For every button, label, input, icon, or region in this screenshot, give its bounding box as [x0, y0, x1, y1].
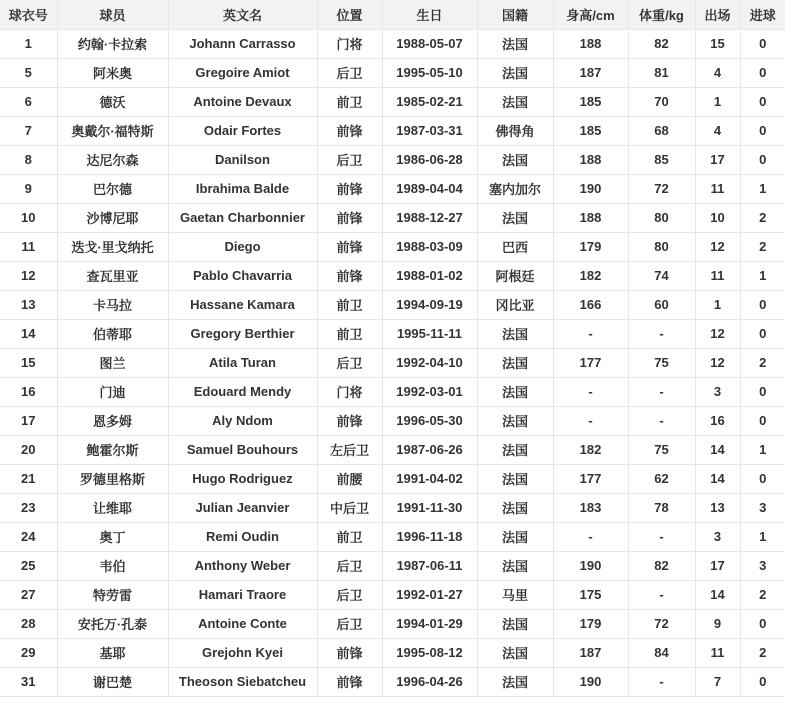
- cell-appearances: 14: [695, 435, 740, 464]
- cell-appearances: 1: [695, 290, 740, 319]
- col-header-weight: 体重/kg: [628, 0, 695, 29]
- cell-position: 后卫: [317, 580, 382, 609]
- cell-weight: 68: [628, 116, 695, 145]
- cell-weight: 82: [628, 29, 695, 58]
- cell-birthday: 1996-11-18: [382, 522, 477, 551]
- cell-goals: 0: [740, 58, 785, 87]
- cell-goals: 0: [740, 464, 785, 493]
- cell-goals: 0: [740, 116, 785, 145]
- cell-weight: -: [628, 377, 695, 406]
- cell-goals: 0: [740, 145, 785, 174]
- col-header-position: 位置: [317, 0, 382, 29]
- table-row: [0, 319, 785, 348]
- col-header-appearances: 出场: [695, 0, 740, 29]
- cell-player-name-en: Grejohn Kyei: [168, 638, 317, 667]
- cell-appearances: 3: [695, 377, 740, 406]
- cell-birthday: 1995-05-10: [382, 58, 477, 87]
- cell-weight: 75: [628, 435, 695, 464]
- cell-appearances: 1: [695, 87, 740, 116]
- cell-jersey-number: 16: [0, 377, 57, 406]
- cell-goals: 0: [740, 87, 785, 116]
- cell-player-name-cn: 让维耶: [57, 493, 168, 522]
- cell-weight: -: [628, 319, 695, 348]
- cell-height: 190: [553, 174, 628, 203]
- cell-player-name-en: Danilson: [168, 145, 317, 174]
- cell-jersey-number: 10: [0, 203, 57, 232]
- cell-nationality: 巴西: [477, 232, 553, 261]
- cell-goals: 1: [740, 435, 785, 464]
- cell-jersey-number: 8: [0, 145, 57, 174]
- cell-position: 前锋: [317, 406, 382, 435]
- cell-appearances: 12: [695, 232, 740, 261]
- table-row: [0, 348, 785, 377]
- cell-weight: 78: [628, 493, 695, 522]
- cell-position: 后卫: [317, 551, 382, 580]
- cell-nationality: 马里: [477, 580, 553, 609]
- table-row: [0, 464, 785, 493]
- cell-player-name-en: Gregory Berthier: [168, 319, 317, 348]
- table-row: [0, 580, 785, 609]
- cell-player-name-en: Anthony Weber: [168, 551, 317, 580]
- cell-appearances: 7: [695, 667, 740, 696]
- cell-goals: 3: [740, 551, 785, 580]
- cell-appearances: 11: [695, 174, 740, 203]
- cell-player-name-en: Atila Turan: [168, 348, 317, 377]
- cell-weight: 60: [628, 290, 695, 319]
- cell-position: 前卫: [317, 522, 382, 551]
- table-header-row: [0, 0, 785, 29]
- cell-jersey-number: 5: [0, 58, 57, 87]
- cell-appearances: 14: [695, 464, 740, 493]
- cell-height: 179: [553, 609, 628, 638]
- cell-birthday: 1987-06-11: [382, 551, 477, 580]
- cell-position: 左后卫: [317, 435, 382, 464]
- cell-weight: -: [628, 667, 695, 696]
- cell-player-name-en: Diego: [168, 232, 317, 261]
- cell-goals: 0: [740, 609, 785, 638]
- col-header-player-name-cn: 球员: [57, 0, 168, 29]
- cell-goals: 1: [740, 261, 785, 290]
- cell-appearances: 11: [695, 638, 740, 667]
- cell-appearances: 10: [695, 203, 740, 232]
- cell-birthday: 1992-04-10: [382, 348, 477, 377]
- cell-jersey-number: 12: [0, 261, 57, 290]
- cell-player-name-cn: 基耶: [57, 638, 168, 667]
- cell-player-name-cn: 约翰·卡拉索: [57, 29, 168, 58]
- cell-height: 190: [553, 551, 628, 580]
- cell-position: 中后卫: [317, 493, 382, 522]
- cell-player-name-en: Samuel Bouhours: [168, 435, 317, 464]
- cell-birthday: 1986-06-28: [382, 145, 477, 174]
- cell-appearances: 12: [695, 319, 740, 348]
- cell-goals: 2: [740, 348, 785, 377]
- cell-player-name-cn: 阿米奥: [57, 58, 168, 87]
- cell-player-name-cn: 安托万·孔泰: [57, 609, 168, 638]
- table-row: [0, 609, 785, 638]
- cell-goals: 2: [740, 232, 785, 261]
- cell-player-name-cn: 德沃: [57, 87, 168, 116]
- table-row: [0, 406, 785, 435]
- cell-goals: 1: [740, 522, 785, 551]
- cell-height: 183: [553, 493, 628, 522]
- cell-birthday: 1992-01-27: [382, 580, 477, 609]
- cell-height: 188: [553, 145, 628, 174]
- cell-height: 187: [553, 638, 628, 667]
- table-row: [0, 551, 785, 580]
- cell-appearances: 15: [695, 29, 740, 58]
- cell-player-name-cn: 罗德里格斯: [57, 464, 168, 493]
- cell-position: 前卫: [317, 87, 382, 116]
- cell-player-name-en: Remi Oudin: [168, 522, 317, 551]
- cell-nationality: 法国: [477, 551, 553, 580]
- cell-weight: 70: [628, 87, 695, 116]
- col-header-nationality: 国籍: [477, 0, 553, 29]
- cell-weight: -: [628, 580, 695, 609]
- cell-weight: 80: [628, 232, 695, 261]
- cell-jersey-number: 14: [0, 319, 57, 348]
- cell-position: 前锋: [317, 232, 382, 261]
- cell-appearances: 17: [695, 551, 740, 580]
- col-header-jersey-number: 球衣号: [0, 0, 57, 29]
- cell-jersey-number: 23: [0, 493, 57, 522]
- cell-player-name-en: Hassane Kamara: [168, 290, 317, 319]
- cell-player-name-en: Gregoire Amiot: [168, 58, 317, 87]
- cell-position: 前锋: [317, 261, 382, 290]
- cell-height: 185: [553, 116, 628, 145]
- cell-player-name-en: Edouard Mendy: [168, 377, 317, 406]
- cell-birthday: 1988-05-07: [382, 29, 477, 58]
- cell-birthday: 1994-01-29: [382, 609, 477, 638]
- table-row: [0, 145, 785, 174]
- cell-player-name-en: Johann Carrasso: [168, 29, 317, 58]
- cell-player-name-cn: 门迪: [57, 377, 168, 406]
- cell-appearances: 16: [695, 406, 740, 435]
- col-header-player-name-en: 英文名: [168, 0, 317, 29]
- cell-birthday: 1996-04-26: [382, 667, 477, 696]
- cell-player-name-en: Gaetan Charbonnier: [168, 203, 317, 232]
- cell-position: 前锋: [317, 174, 382, 203]
- col-header-height: 身高/cm: [553, 0, 628, 29]
- cell-height: 177: [553, 348, 628, 377]
- table-row: [0, 493, 785, 522]
- cell-birthday: 1991-04-02: [382, 464, 477, 493]
- cell-player-name-en: Hugo Rodriguez: [168, 464, 317, 493]
- cell-weight: 72: [628, 174, 695, 203]
- cell-appearances: 9: [695, 609, 740, 638]
- cell-appearances: 11: [695, 261, 740, 290]
- cell-jersey-number: 25: [0, 551, 57, 580]
- cell-weight: 81: [628, 58, 695, 87]
- cell-player-name-cn: 卡马拉: [57, 290, 168, 319]
- cell-player-name-cn: 伯蒂耶: [57, 319, 168, 348]
- cell-goals: 0: [740, 319, 785, 348]
- table-row: [0, 290, 785, 319]
- cell-jersey-number: 24: [0, 522, 57, 551]
- cell-height: -: [553, 319, 628, 348]
- table-row: [0, 58, 785, 87]
- cell-goals: 3: [740, 493, 785, 522]
- cell-player-name-en: Julian Jeanvier: [168, 493, 317, 522]
- cell-nationality: 法国: [477, 348, 553, 377]
- cell-birthday: 1988-01-02: [382, 261, 477, 290]
- cell-player-name-cn: 鲍霍尔斯: [57, 435, 168, 464]
- cell-position: 前锋: [317, 638, 382, 667]
- cell-height: 185: [553, 87, 628, 116]
- cell-player-name-cn: 查瓦里亚: [57, 261, 168, 290]
- cell-nationality: 法国: [477, 493, 553, 522]
- cell-goals: 1: [740, 174, 785, 203]
- cell-jersey-number: 20: [0, 435, 57, 464]
- cell-height: 175: [553, 580, 628, 609]
- cell-position: 前腰: [317, 464, 382, 493]
- cell-height: 187: [553, 58, 628, 87]
- cell-position: 前卫: [317, 319, 382, 348]
- cell-player-name-en: Antoine Devaux: [168, 87, 317, 116]
- cell-position: 前锋: [317, 667, 382, 696]
- table-row: [0, 377, 785, 406]
- cell-birthday: 1989-04-04: [382, 174, 477, 203]
- cell-nationality: 塞内加尔: [477, 174, 553, 203]
- cell-weight: -: [628, 522, 695, 551]
- cell-jersey-number: 21: [0, 464, 57, 493]
- cell-jersey-number: 7: [0, 116, 57, 145]
- cell-nationality: 佛得角: [477, 116, 553, 145]
- cell-nationality: 法国: [477, 522, 553, 551]
- cell-height: 190: [553, 667, 628, 696]
- cell-player-name-en: Theoson Siebatcheu: [168, 667, 317, 696]
- cell-height: -: [553, 522, 628, 551]
- cell-nationality: 冈比亚: [477, 290, 553, 319]
- table-row: [0, 261, 785, 290]
- cell-position: 后卫: [317, 58, 382, 87]
- cell-birthday: 1985-02-21: [382, 87, 477, 116]
- cell-jersey-number: 1: [0, 29, 57, 58]
- cell-player-name-cn: 图兰: [57, 348, 168, 377]
- cell-weight: 85: [628, 145, 695, 174]
- cell-birthday: 1996-05-30: [382, 406, 477, 435]
- cell-birthday: 1988-03-09: [382, 232, 477, 261]
- cell-player-name-en: Odair Fortes: [168, 116, 317, 145]
- cell-position: 前卫: [317, 290, 382, 319]
- cell-jersey-number: 9: [0, 174, 57, 203]
- cell-nationality: 法国: [477, 667, 553, 696]
- cell-jersey-number: 6: [0, 87, 57, 116]
- cell-weight: 80: [628, 203, 695, 232]
- cell-goals: 2: [740, 580, 785, 609]
- cell-weight: 74: [628, 261, 695, 290]
- cell-nationality: 法国: [477, 464, 553, 493]
- cell-birthday: 1987-06-26: [382, 435, 477, 464]
- cell-jersey-number: 15: [0, 348, 57, 377]
- table-row: [0, 29, 785, 58]
- table-row: [0, 174, 785, 203]
- cell-position: 后卫: [317, 145, 382, 174]
- cell-player-name-cn: 迭戈·里戈纳托: [57, 232, 168, 261]
- cell-birthday: 1995-08-12: [382, 638, 477, 667]
- cell-player-name-cn: 特劳雷: [57, 580, 168, 609]
- cell-birthday: 1995-11-11: [382, 319, 477, 348]
- cell-birthday: 1987-03-31: [382, 116, 477, 145]
- cell-birthday: 1991-11-30: [382, 493, 477, 522]
- table-row: [0, 116, 785, 145]
- cell-goals: 0: [740, 406, 785, 435]
- cell-position: 前锋: [317, 203, 382, 232]
- cell-birthday: 1988-12-27: [382, 203, 477, 232]
- cell-nationality: 法国: [477, 145, 553, 174]
- cell-weight: -: [628, 406, 695, 435]
- cell-goals: 0: [740, 290, 785, 319]
- cell-player-name-cn: 沙博尼耶: [57, 203, 168, 232]
- cell-height: 182: [553, 261, 628, 290]
- cell-goals: 0: [740, 377, 785, 406]
- col-header-birthday: 生日: [382, 0, 477, 29]
- cell-nationality: 法国: [477, 638, 553, 667]
- cell-birthday: 1994-09-19: [382, 290, 477, 319]
- cell-player-name-cn: 谢巴楚: [57, 667, 168, 696]
- cell-player-name-cn: 韦伯: [57, 551, 168, 580]
- cell-appearances: 17: [695, 145, 740, 174]
- cell-position: 门将: [317, 377, 382, 406]
- cell-player-name-cn: 达尼尔森: [57, 145, 168, 174]
- cell-player-name-en: Ibrahima Balde: [168, 174, 317, 203]
- cell-height: 188: [553, 203, 628, 232]
- cell-goals: 2: [740, 203, 785, 232]
- cell-player-name-cn: 奥丁: [57, 522, 168, 551]
- cell-jersey-number: 31: [0, 667, 57, 696]
- cell-weight: 72: [628, 609, 695, 638]
- cell-nationality: 法国: [477, 406, 553, 435]
- cell-nationality: 法国: [477, 29, 553, 58]
- cell-height: 166: [553, 290, 628, 319]
- cell-player-name-en: Hamari Traore: [168, 580, 317, 609]
- cell-player-name-en: Antoine Conte: [168, 609, 317, 638]
- col-header-goals: 进球: [740, 0, 785, 29]
- cell-appearances: 4: [695, 116, 740, 145]
- cell-weight: 82: [628, 551, 695, 580]
- table-row: [0, 667, 785, 696]
- table-row: [0, 203, 785, 232]
- cell-weight: 62: [628, 464, 695, 493]
- cell-jersey-number: 28: [0, 609, 57, 638]
- cell-weight: 84: [628, 638, 695, 667]
- cell-goals: 0: [740, 29, 785, 58]
- cell-goals: 0: [740, 667, 785, 696]
- cell-nationality: 法国: [477, 377, 553, 406]
- cell-nationality: 法国: [477, 435, 553, 464]
- cell-nationality: 法国: [477, 58, 553, 87]
- cell-player-name-en: Aly Ndom: [168, 406, 317, 435]
- cell-position: 前锋: [317, 116, 382, 145]
- cell-nationality: 阿根廷: [477, 261, 553, 290]
- cell-jersey-number: 17: [0, 406, 57, 435]
- cell-appearances: 3: [695, 522, 740, 551]
- cell-jersey-number: 29: [0, 638, 57, 667]
- cell-position: 门将: [317, 29, 382, 58]
- table-row: [0, 638, 785, 667]
- cell-position: 后卫: [317, 609, 382, 638]
- cell-nationality: 法国: [477, 319, 553, 348]
- cell-height: -: [553, 377, 628, 406]
- cell-height: 179: [553, 232, 628, 261]
- cell-height: -: [553, 406, 628, 435]
- cell-weight: 75: [628, 348, 695, 377]
- cell-player-name-cn: 奥戴尔·福特斯: [57, 116, 168, 145]
- cell-appearances: 12: [695, 348, 740, 377]
- table-row: [0, 435, 785, 464]
- cell-nationality: 法国: [477, 609, 553, 638]
- cell-height: 177: [553, 464, 628, 493]
- cell-appearances: 4: [695, 58, 740, 87]
- cell-player-name-cn: 恩多姆: [57, 406, 168, 435]
- cell-height: 182: [553, 435, 628, 464]
- cell-birthday: 1992-03-01: [382, 377, 477, 406]
- cell-jersey-number: 27: [0, 580, 57, 609]
- cell-appearances: 14: [695, 580, 740, 609]
- cell-player-name-en: Pablo Chavarria: [168, 261, 317, 290]
- cell-goals: 2: [740, 638, 785, 667]
- cell-nationality: 法国: [477, 203, 553, 232]
- cell-position: 后卫: [317, 348, 382, 377]
- table-row: [0, 87, 785, 116]
- cell-appearances: 13: [695, 493, 740, 522]
- cell-jersey-number: 11: [0, 232, 57, 261]
- table-row: [0, 232, 785, 261]
- table-row: [0, 522, 785, 551]
- cell-player-name-cn: 巴尔德: [57, 174, 168, 203]
- cell-jersey-number: 13: [0, 290, 57, 319]
- cell-height: 188: [553, 29, 628, 58]
- cell-nationality: 法国: [477, 87, 553, 116]
